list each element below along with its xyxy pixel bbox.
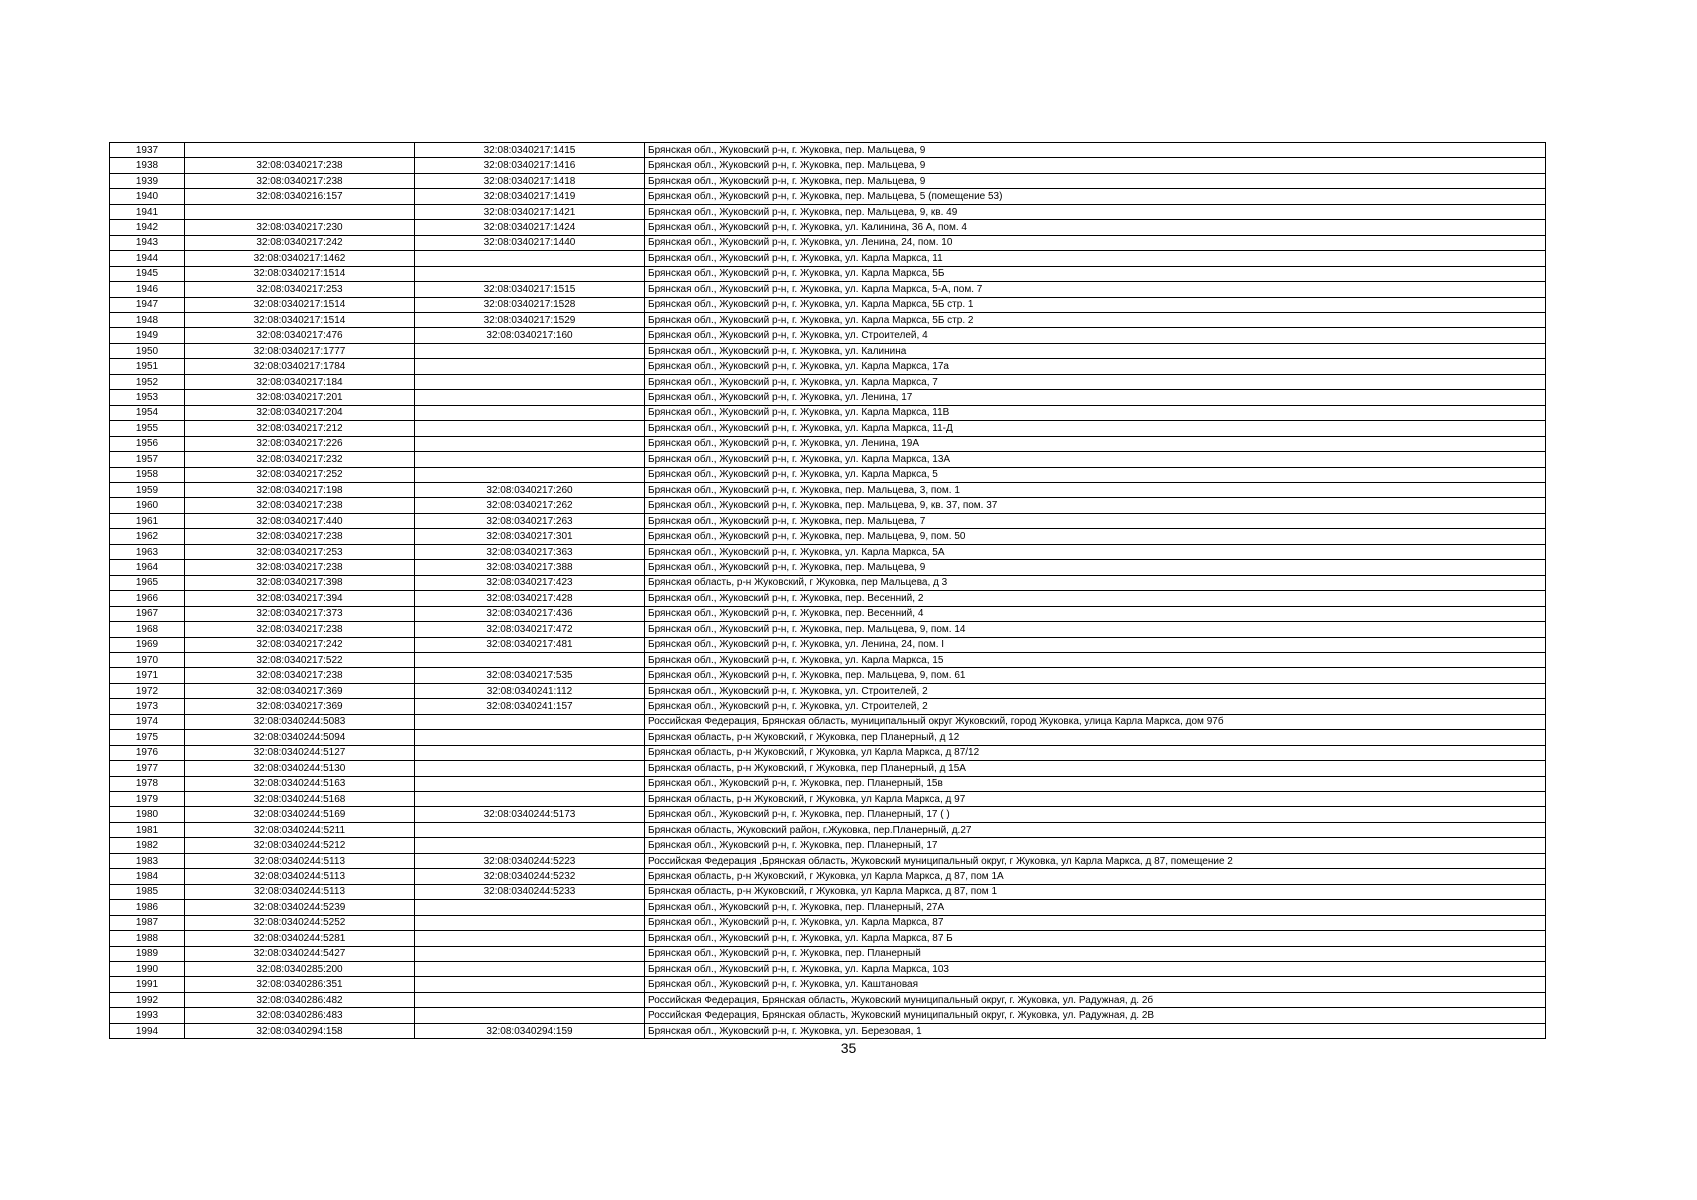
- table-row: [110, 652, 1546, 667]
- parcel-number-cell: 32:08:0340217:1514: [185, 297, 415, 312]
- table-row: [110, 513, 1546, 528]
- address-cell: Брянская обл., Жуковский р-н, г. Жуковка, пер. Мальцева, 5 (помещение 53): [645, 189, 1546, 204]
- address-cell: Брянская обл., Жуковский р-н, г. Жуковка, ул. Березовая, 1: [645, 1023, 1546, 1038]
- table-row: [110, 884, 1546, 899]
- row-number-cell: 1937: [110, 143, 185, 158]
- address-cell: Брянская обл., Жуковский р-н, г. Жуковка, ул. Карла Маркса, 5-А, пом. 7: [645, 282, 1546, 297]
- address-cell: Брянская обл., Жуковский р-н, г. Жуковка, ул. Карла Маркса, 103: [645, 962, 1546, 977]
- row-number-cell: 1941: [110, 204, 185, 219]
- table-row: [110, 931, 1546, 946]
- table-row: [110, 699, 1546, 714]
- object-number-cell: 32:08:0340244:5223: [415, 853, 645, 868]
- object-number-cell: [415, 652, 645, 667]
- object-number-cell: 32:08:0340217:1419: [415, 189, 645, 204]
- parcel-number-cell: 32:08:0340217:1514: [185, 312, 415, 327]
- table-row: [110, 776, 1546, 791]
- parcel-number-cell: 32:08:0340217:398: [185, 575, 415, 590]
- object-number-cell: [415, 900, 645, 915]
- table-row: [110, 374, 1546, 389]
- row-number-cell: 1977: [110, 761, 185, 776]
- table-row: [110, 992, 1546, 1007]
- object-number-cell: 32:08:0340217:260: [415, 482, 645, 497]
- parcel-number-cell: 32:08:0340217:238: [185, 158, 415, 173]
- object-number-cell: [415, 730, 645, 745]
- row-number-cell: 1947: [110, 297, 185, 312]
- address-cell: Брянская обл., Жуковский р-н, г. Жуковка, пер. Мальцева, 7: [645, 513, 1546, 528]
- row-number-cell: 1982: [110, 838, 185, 853]
- parcel-number-cell: 32:08:0340217:394: [185, 591, 415, 606]
- table-row: [110, 761, 1546, 776]
- address-cell: Брянская область, р-н Жуковский, г Жуковка, ул Карла Маркса, д 87/12: [645, 745, 1546, 760]
- address-cell: Брянская обл., Жуковский р-н, г. Жуковка, пер. Мальцева, 9, пом. 61: [645, 668, 1546, 683]
- table-row: [110, 962, 1546, 977]
- parcel-number-cell: 32:08:0340244:5169: [185, 807, 415, 822]
- address-cell: Брянская обл., Жуковский р-н, г. Жуковка, ул. Карла Маркса, 5Б стр. 1: [645, 297, 1546, 312]
- parcel-number-cell: 32:08:0340244:5212: [185, 838, 415, 853]
- parcel-number-cell: 32:08:0340244:5211: [185, 822, 415, 837]
- parcel-number-cell: 32:08:0340217:238: [185, 173, 415, 188]
- address-cell: Брянская обл., Жуковский р-н, г. Жуковка, пер. Весенний, 4: [645, 606, 1546, 621]
- address-cell: Брянская обл., Жуковский р-н, г. Жуковка, пер. Планерный, 15в: [645, 776, 1546, 791]
- parcel-number-cell: 32:08:0340217:184: [185, 374, 415, 389]
- parcel-number-cell: 32:08:0340217:1514: [185, 266, 415, 281]
- row-number-cell: 1951: [110, 359, 185, 374]
- parcel-number-cell: 32:08:0340244:5252: [185, 915, 415, 930]
- parcel-number-cell: 32:08:0340217:1777: [185, 343, 415, 358]
- address-cell: Российская Федерация, Брянская область, Жуковский муниципальный округ, г. Жуковка, ул. Радужная, д. 2б: [645, 992, 1546, 1007]
- table-row: [110, 575, 1546, 590]
- table-row: [110, 405, 1546, 420]
- row-number-cell: 1991: [110, 977, 185, 992]
- row-number-cell: 1942: [110, 220, 185, 235]
- object-number-cell: [415, 838, 645, 853]
- table-row: [110, 529, 1546, 544]
- object-number-cell: 32:08:0340217:1418: [415, 173, 645, 188]
- row-number-cell: 1979: [110, 792, 185, 807]
- parcel-number-cell: 32:08:0340244:5168: [185, 792, 415, 807]
- object-number-cell: [415, 761, 645, 776]
- object-number-cell: 32:08:0340217:535: [415, 668, 645, 683]
- object-number-cell: 32:08:0340217:262: [415, 498, 645, 513]
- row-number-cell: 1980: [110, 807, 185, 822]
- address-cell: Российская Федерация ,Брянская область, Жуковский муниципальный округ, г Жуковка, ул Карла Маркса, д 87, помещение 2: [645, 853, 1546, 868]
- address-cell: Брянская обл., Жуковский р-н, г. Жуковка, пер. Мальцева, 9: [645, 158, 1546, 173]
- object-number-cell: 32:08:0340217:160: [415, 328, 645, 343]
- table-row: [110, 745, 1546, 760]
- address-cell: Брянская область, р-н Жуковский, г Жуковка, ул Карла Маркса, д 87, пом 1А: [645, 869, 1546, 884]
- row-number-cell: 1984: [110, 869, 185, 884]
- parcel-number-cell: 32:08:0340244:5113: [185, 884, 415, 899]
- object-number-cell: 32:08:0340217:388: [415, 560, 645, 575]
- row-number-cell: 1965: [110, 575, 185, 590]
- table-row: [110, 637, 1546, 652]
- parcel-number-cell: 32:08:0340217:440: [185, 513, 415, 528]
- row-number-cell: 1973: [110, 699, 185, 714]
- row-number-cell: 1981: [110, 822, 185, 837]
- parcel-number-cell: 32:08:0340217:522: [185, 652, 415, 667]
- table-row: [110, 421, 1546, 436]
- row-number-cell: 1994: [110, 1023, 185, 1038]
- object-number-cell: 32:08:0340217:1529: [415, 312, 645, 327]
- object-number-cell: 32:08:0340217:1528: [415, 297, 645, 312]
- address-cell: Брянская область, р-н Жуковский, г Жуковка, ул Карла Маркса, д 87, пом 1: [645, 884, 1546, 899]
- object-number-cell: [415, 776, 645, 791]
- address-cell: Брянская обл., Жуковский р-н, г. Жуковка, пер. Мальцева, 3, пом. 1: [645, 482, 1546, 497]
- object-number-cell: 32:08:0340241:157: [415, 699, 645, 714]
- parcel-number-cell: 32:08:0340217:238: [185, 668, 415, 683]
- address-cell: Брянская обл., Жуковский р-н, г. Жуковка, ул. Карла Маркса, 15: [645, 652, 1546, 667]
- row-number-cell: 1970: [110, 652, 185, 667]
- table-row: [110, 1023, 1546, 1038]
- row-number-cell: 1943: [110, 235, 185, 250]
- address-cell: Брянская обл., Жуковский р-н, г. Жуковка, пер. Мальцева, 9: [645, 143, 1546, 158]
- table-row: [110, 436, 1546, 451]
- address-cell: Брянская обл., Жуковский р-н, г. Жуковка, ул. Карла Маркса, 5А: [645, 544, 1546, 559]
- table-row: [110, 390, 1546, 405]
- object-number-cell: 32:08:0340217:481: [415, 637, 645, 652]
- address-cell: Брянская обл., Жуковский р-н, г. Жуковка, пер. Планерный: [645, 946, 1546, 961]
- address-cell: Брянская обл., Жуковский р-н, г. Жуковка, пер. Планерный, 17: [645, 838, 1546, 853]
- object-number-cell: [415, 405, 645, 420]
- row-number-cell: 1960: [110, 498, 185, 513]
- table-row: [110, 915, 1546, 930]
- object-number-cell: 32:08:0340217:423: [415, 575, 645, 590]
- parcel-number-cell: 32:08:0340217:242: [185, 235, 415, 250]
- row-number-cell: 1983: [110, 853, 185, 868]
- table-row: [110, 606, 1546, 621]
- table-row: [110, 946, 1546, 961]
- row-number-cell: 1993: [110, 1008, 185, 1023]
- object-number-cell: [415, 931, 645, 946]
- row-number-cell: 1959: [110, 482, 185, 497]
- table-row: [110, 343, 1546, 358]
- object-number-cell: 32:08:0340217:472: [415, 622, 645, 637]
- parcel-number-cell: 32:08:0340217:369: [185, 699, 415, 714]
- parcel-number-cell: [185, 143, 415, 158]
- object-number-cell: [415, 745, 645, 760]
- address-cell: Брянская обл., Жуковский р-н, г. Жуковка, ул. Карла Маркса, 11-Д: [645, 421, 1546, 436]
- parcel-number-cell: 32:08:0340217:369: [185, 683, 415, 698]
- table-row: [110, 544, 1546, 559]
- parcel-number-cell: 32:08:0340217:1462: [185, 251, 415, 266]
- object-number-cell: [415, 792, 645, 807]
- parcel-number-cell: 32:08:0340244:5163: [185, 776, 415, 791]
- address-cell: Брянская обл., Жуковский р-н, г. Жуковка, пер. Мальцева, 9: [645, 560, 1546, 575]
- table-row: [110, 266, 1546, 281]
- row-number-cell: 1985: [110, 884, 185, 899]
- parcel-number-cell: 32:08:0340217:238: [185, 622, 415, 637]
- parcel-number-cell: 32:08:0340244:5239: [185, 900, 415, 915]
- row-number-cell: 1957: [110, 452, 185, 467]
- object-number-cell: [415, 467, 645, 482]
- table-row: [110, 807, 1546, 822]
- registry-table-body: [110, 143, 1546, 1039]
- parcel-number-cell: 32:08:0340217:253: [185, 282, 415, 297]
- address-cell: Брянская обл., Жуковский р-н, г. Жуковка, ул. Карла Маркса, 13А: [645, 452, 1546, 467]
- address-cell: Брянская обл., Жуковский р-н, г. Жуковка, ул. Карла Маркса, 11: [645, 251, 1546, 266]
- row-number-cell: 1986: [110, 900, 185, 915]
- object-number-cell: 32:08:0340217:363: [415, 544, 645, 559]
- table-row: [110, 359, 1546, 374]
- object-number-cell: 32:08:0340217:1515: [415, 282, 645, 297]
- row-number-cell: 1967: [110, 606, 185, 621]
- registry-table: [109, 142, 1546, 1039]
- row-number-cell: 1992: [110, 992, 185, 1007]
- table-row: [110, 591, 1546, 606]
- table-row: [110, 498, 1546, 513]
- row-number-cell: 1968: [110, 622, 185, 637]
- table-row: [110, 838, 1546, 853]
- parcel-number-cell: 32:08:0340217:242: [185, 637, 415, 652]
- object-number-cell: [415, 915, 645, 930]
- object-number-cell: [415, 343, 645, 358]
- object-number-cell: [415, 714, 645, 729]
- parcel-number-cell: 32:08:0340217:212: [185, 421, 415, 436]
- table-row: [110, 977, 1546, 992]
- parcel-number-cell: 32:08:0340217:253: [185, 544, 415, 559]
- address-cell: Брянская обл., Жуковский р-н, г. Жуковка, пер. Планерный, 27А: [645, 900, 1546, 915]
- address-cell: Брянская обл., Жуковский р-н, г. Жуковка, ул. Каштановая: [645, 977, 1546, 992]
- table-row: [110, 869, 1546, 884]
- address-cell: Брянская обл., Жуковский р-н, г. Жуковка, ул. Карла Маркса, 5: [645, 467, 1546, 482]
- table-row: [110, 220, 1546, 235]
- object-number-cell: 32:08:0340217:1440: [415, 235, 645, 250]
- object-number-cell: [415, 359, 645, 374]
- table-row: [110, 235, 1546, 250]
- row-number-cell: 1939: [110, 173, 185, 188]
- address-cell: Брянская обл., Жуковский р-н, г. Жуковка, пер. Весенний, 2: [645, 591, 1546, 606]
- object-number-cell: 32:08:0340217:1415: [415, 143, 645, 158]
- parcel-number-cell: 32:08:0340285:200: [185, 962, 415, 977]
- address-cell: Брянская обл., Жуковский р-н, г. Жуковка, ул. Карла Маркса, 5Б стр. 2: [645, 312, 1546, 327]
- address-cell: Брянская обл., Жуковский р-н, г. Жуковка, ул. Строителей, 4: [645, 328, 1546, 343]
- address-cell: Брянская обл., Жуковский р-н, г. Жуковка, ул. Строителей, 2: [645, 699, 1546, 714]
- table-row: [110, 714, 1546, 729]
- object-number-cell: [415, 251, 645, 266]
- address-cell: Брянская обл., Жуковский р-н, г. Жуковка, ул. Ленина, 19А: [645, 436, 1546, 451]
- row-number-cell: 1989: [110, 946, 185, 961]
- table-row: [110, 482, 1546, 497]
- object-number-cell: [415, 992, 645, 1007]
- table-row: [110, 328, 1546, 343]
- parcel-number-cell: 32:08:0340286:482: [185, 992, 415, 1007]
- row-number-cell: 1963: [110, 544, 185, 559]
- address-cell: Брянская область, р-н Жуковский, г Жуковка, пер Мальцева, д 3: [645, 575, 1546, 590]
- row-number-cell: 1972: [110, 683, 185, 698]
- table-row: [110, 189, 1546, 204]
- address-cell: Брянская обл., Жуковский р-н, г. Жуковка, ул. Строителей, 2: [645, 683, 1546, 698]
- row-number-cell: 1974: [110, 714, 185, 729]
- address-cell: Российская Федерация, Брянская область, муниципальный округ Жуковский, город Жуковка, улица Карла Маркса, дом 97б: [645, 714, 1546, 729]
- table-row: [110, 853, 1546, 868]
- row-number-cell: 1955: [110, 421, 185, 436]
- object-number-cell: 32:08:0340244:5233: [415, 884, 645, 899]
- row-number-cell: 1949: [110, 328, 185, 343]
- row-number-cell: 1946: [110, 282, 185, 297]
- address-cell: Брянская обл., Жуковский р-н, г. Жуковка, ул. Карла Маркса, 5Б: [645, 266, 1546, 281]
- object-number-cell: 32:08:0340217:301: [415, 529, 645, 544]
- object-number-cell: [415, 390, 645, 405]
- object-number-cell: 32:08:0340217:436: [415, 606, 645, 621]
- table-row: [110, 251, 1546, 266]
- table-row: [110, 158, 1546, 173]
- row-number-cell: 1961: [110, 513, 185, 528]
- object-number-cell: [415, 452, 645, 467]
- row-number-cell: 1990: [110, 962, 185, 977]
- row-number-cell: 1953: [110, 390, 185, 405]
- object-number-cell: 32:08:0340294:159: [415, 1023, 645, 1038]
- address-cell: Брянская область, Жуковский район, г.Жуковка, пер.Планерный, д.27: [645, 822, 1546, 837]
- parcel-number-cell: [185, 204, 415, 219]
- row-number-cell: 1958: [110, 467, 185, 482]
- address-cell: Брянская обл., Жуковский р-н, г. Жуковка, ул. Калинина, 36 А, пом. 4: [645, 220, 1546, 235]
- address-cell: Брянская обл., Жуковский р-н, г. Жуковка, ул. Карла Маркса, 11В: [645, 405, 1546, 420]
- address-cell: Брянская обл., Жуковский р-н, г. Жуковка, ул. Карла Маркса, 17а: [645, 359, 1546, 374]
- table-row: [110, 204, 1546, 219]
- table-row: [110, 683, 1546, 698]
- object-number-cell: [415, 436, 645, 451]
- row-number-cell: 1976: [110, 745, 185, 760]
- address-cell: Брянская обл., Жуковский р-н, г. Жуковка, пер. Планерный, 17 ( ): [645, 807, 1546, 822]
- row-number-cell: 1954: [110, 405, 185, 420]
- parcel-number-cell: 32:08:0340244:5281: [185, 931, 415, 946]
- parcel-number-cell: 32:08:0340217:476: [185, 328, 415, 343]
- object-number-cell: 32:08:0340217:1424: [415, 220, 645, 235]
- row-number-cell: 1948: [110, 312, 185, 327]
- parcel-number-cell: 32:08:0340217:204: [185, 405, 415, 420]
- table-row: [110, 467, 1546, 482]
- row-number-cell: 1975: [110, 730, 185, 745]
- row-number-cell: 1964: [110, 560, 185, 575]
- row-number-cell: 1940: [110, 189, 185, 204]
- parcel-number-cell: 32:08:0340216:157: [185, 189, 415, 204]
- object-number-cell: 32:08:0340244:5232: [415, 869, 645, 884]
- table-row: [110, 297, 1546, 312]
- parcel-number-cell: 32:08:0340244:5427: [185, 946, 415, 961]
- parcel-number-cell: 32:08:0340244:5083: [185, 714, 415, 729]
- address-cell: Брянская обл., Жуковский р-н, г. Жуковка, пер. Мальцева, 9, пом. 50: [645, 529, 1546, 544]
- address-cell: Брянская обл., Жуковский р-н, г. Жуковка, пер. Мальцева, 9, пом. 14: [645, 622, 1546, 637]
- table-row: [110, 452, 1546, 467]
- parcel-number-cell: 32:08:0340244:5113: [185, 869, 415, 884]
- table-row: [110, 900, 1546, 915]
- address-cell: Брянская обл., Жуковский р-н, г. Жуковка, ул. Карла Маркса, 7: [645, 374, 1546, 389]
- parcel-number-cell: 32:08:0340217:226: [185, 436, 415, 451]
- object-number-cell: [415, 421, 645, 436]
- object-number-cell: [415, 977, 645, 992]
- table-row: [110, 560, 1546, 575]
- table-row: [110, 730, 1546, 745]
- parcel-number-cell: 32:08:0340244:5094: [185, 730, 415, 745]
- object-number-cell: [415, 962, 645, 977]
- object-number-cell: [415, 822, 645, 837]
- row-number-cell: 1987: [110, 915, 185, 930]
- row-number-cell: 1952: [110, 374, 185, 389]
- parcel-number-cell: 32:08:0340217:232: [185, 452, 415, 467]
- row-number-cell: 1969: [110, 637, 185, 652]
- address-cell: Брянская область, р-н Жуковский, г Жуковка, пер Планерный, д 15А: [645, 761, 1546, 776]
- parcel-number-cell: 32:08:0340217:238: [185, 498, 415, 513]
- row-number-cell: 1938: [110, 158, 185, 173]
- object-number-cell: 32:08:0340217:1416: [415, 158, 645, 173]
- address-cell: Брянская область, р-н Жуковский, г Жуковка, пер Планерный, д 12: [645, 730, 1546, 745]
- page-number: 35: [840, 1040, 857, 1056]
- object-number-cell: [415, 374, 645, 389]
- object-number-cell: 32:08:0340217:428: [415, 591, 645, 606]
- parcel-number-cell: 32:08:0340294:158: [185, 1023, 415, 1038]
- object-number-cell: [415, 1008, 645, 1023]
- address-cell: Брянская обл., Жуковский р-н, г. Жуковка, пер. Мальцева, 9: [645, 173, 1546, 188]
- row-number-cell: 1944: [110, 251, 185, 266]
- object-number-cell: 32:08:0340244:5173: [415, 807, 645, 822]
- table-row: [110, 312, 1546, 327]
- table-row: [110, 668, 1546, 683]
- table-row: [110, 822, 1546, 837]
- address-cell: Брянская обл., Жуковский р-н, г. Жуковка, ул. Ленина, 17: [645, 390, 1546, 405]
- parcel-number-cell: 32:08:0340217:201: [185, 390, 415, 405]
- address-cell: Российская Федерация, Брянская область, Жуковский муниципальный округ, г. Жуковка, ул. Радужная, д. 2В: [645, 1008, 1546, 1023]
- address-cell: Брянская обл., Жуковский р-н, г. Жуковка, ул. Ленина, 24, пом. 10: [645, 235, 1546, 250]
- parcel-number-cell: 32:08:0340217:373: [185, 606, 415, 621]
- parcel-number-cell: 32:08:0340217:238: [185, 560, 415, 575]
- object-number-cell: 32:08:0340217:263: [415, 513, 645, 528]
- row-number-cell: 1966: [110, 591, 185, 606]
- address-cell: Брянская обл., Жуковский р-н, г. Жуковка, пер. Мальцева, 9, кв. 37, пом. 37: [645, 498, 1546, 513]
- parcel-number-cell: 32:08:0340286:483: [185, 1008, 415, 1023]
- parcel-number-cell: 32:08:0340244:5113: [185, 853, 415, 868]
- parcel-number-cell: 32:08:0340244:5127: [185, 745, 415, 760]
- row-number-cell: 1971: [110, 668, 185, 683]
- address-cell: Брянская обл., Жуковский р-н, г. Жуковка, пер. Мальцева, 9, кв. 49: [645, 204, 1546, 219]
- row-number-cell: 1956: [110, 436, 185, 451]
- address-cell: Брянская обл., Жуковский р-н, г. Жуковка, ул. Карла Маркса, 87: [645, 915, 1546, 930]
- object-number-cell: 32:08:0340241:112: [415, 683, 645, 698]
- parcel-number-cell: 32:08:0340286:351: [185, 977, 415, 992]
- table-row: [110, 282, 1546, 297]
- row-number-cell: 1978: [110, 776, 185, 791]
- object-number-cell: 32:08:0340217:1421: [415, 204, 645, 219]
- row-number-cell: 1950: [110, 343, 185, 358]
- row-number-cell: 1962: [110, 529, 185, 544]
- object-number-cell: [415, 266, 645, 281]
- parcel-number-cell: 32:08:0340217:198: [185, 482, 415, 497]
- row-number-cell: 1988: [110, 931, 185, 946]
- address-cell: Брянская область, р-н Жуковский, г Жуковка, ул Карла Маркса, д 97: [645, 792, 1546, 807]
- address-cell: Брянская обл., Жуковский р-н, г. Жуковка, ул. Карла Маркса, 87 Б: [645, 931, 1546, 946]
- table-row: [110, 792, 1546, 807]
- parcel-number-cell: 32:08:0340244:5130: [185, 761, 415, 776]
- parcel-number-cell: 32:08:0340217:230: [185, 220, 415, 235]
- parcel-number-cell: 32:08:0340217:252: [185, 467, 415, 482]
- table-row: [110, 1008, 1546, 1023]
- parcel-number-cell: 32:08:0340217:238: [185, 529, 415, 544]
- row-number-cell: 1945: [110, 266, 185, 281]
- object-number-cell: [415, 946, 645, 961]
- parcel-number-cell: 32:08:0340217:1784: [185, 359, 415, 374]
- address-cell: Брянская обл., Жуковский р-н, г. Жуковка, ул. Ленина, 24, пом. I: [645, 637, 1546, 652]
- table-row: [110, 173, 1546, 188]
- table-row: [110, 143, 1546, 158]
- table-row: [110, 622, 1546, 637]
- address-cell: Брянская обл., Жуковский р-н, г. Жуковка, ул. Калинина: [645, 343, 1546, 358]
